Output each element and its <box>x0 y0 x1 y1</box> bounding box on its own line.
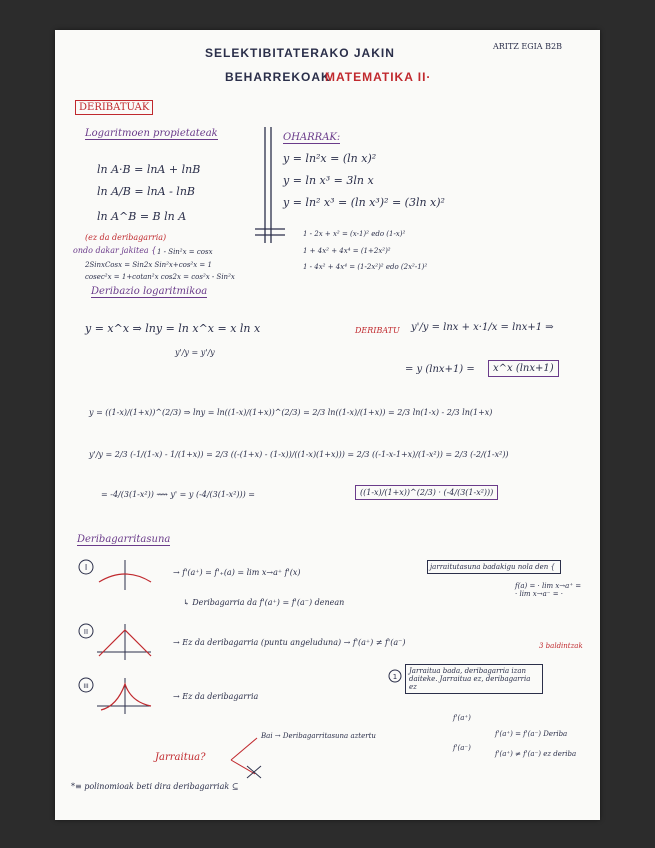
note-side: 3 baldintzak <box>539 642 583 650</box>
oharrak-1: y = ln²x = (ln x)² <box>283 152 377 165</box>
deriv-equal: f'(a⁺) = f'(a⁻) Deriba <box>495 730 568 738</box>
branch-a: f'(a⁺) <box>453 714 471 722</box>
log-rule-3: ln A^B = B ln A <box>97 210 187 223</box>
case-2-numeral: II <box>83 628 89 636</box>
case-2-text: → Ez da deribagarria (puntu angeluduna) → f'(a⁺) ≠ f'(a⁻) <box>173 638 406 647</box>
trig-1: 1 - Sin²x = cosx <box>157 248 213 256</box>
deribatu-label: DERIBATU <box>355 326 400 335</box>
note-1-circle <box>387 668 403 684</box>
ex2-line-b: y'/y = 2/3 (-1/(1-x) - 1/(1+x)) = 2/3 ((-(1+x) - (1-x))/((1-x)(1+x))) = 2/3 ((-1-x-1+x)/(1-x²)) = 2/3 (-2/(1-x²)) <box>89 450 509 459</box>
case-1-numeral: I <box>84 563 88 572</box>
note-limits: f(a) = · lim x→a⁺ = · lim x→a⁻ = · <box>515 582 582 598</box>
note-continuity: jarraitutasuna badakigu nola den { <box>427 560 561 574</box>
deriv-log-heading: Deribazio logaritmikoa <box>91 286 208 297</box>
oharrak-2: y = ln x³ = 3ln x <box>283 174 374 187</box>
graph-case-3 <box>77 676 157 716</box>
deribagarritasuna-heading: Deribagarritasuna <box>77 534 171 545</box>
poly-2: 1 + 4x² + 4x⁴ = (1+2x²)² <box>303 247 391 255</box>
trig-2: 2SinxCosx = Sin2x Sin²x+cos²x = 1 <box>85 261 212 269</box>
graph-case-2 <box>77 622 157 662</box>
title-line-2a: BEHARREKOAK <box>225 70 331 84</box>
jarraitua-question: Jarraitua? <box>155 752 206 763</box>
ex1-line-a: y = x^x ⇒ lny = ln x^x = x ln x <box>85 322 261 335</box>
poly-1: 1 - 2x + x² = (x-1)² edo (1-x)² <box>303 230 406 238</box>
case-3-numeral: III <box>83 683 89 690</box>
ex2-result: ((1-x)/(1+x))^(2/3) · (-4/(3(1-x²))) <box>355 485 498 500</box>
trig-3: cosec²x = 1+cotan²x cos2x = cos²x - Sin²x <box>85 273 235 281</box>
graph-case-1 <box>77 558 157 592</box>
oharrak-heading: OHARRAK: <box>283 132 341 143</box>
log-heading: Logaritmoen propietateak <box>85 128 218 139</box>
log-rule-2: ln A/B = lnA - lnB <box>97 185 195 198</box>
case-1-conclusion: ↳ Deribagarria da f'(a⁺) = f'(a⁻) denean <box>183 598 345 607</box>
note-1-number: 1 <box>392 673 398 681</box>
log-rule-1: ln A·B = lnA + lnB <box>97 163 201 176</box>
oharrak-3: y = ln² x³ = (ln x³)² = (3ln x)² <box>283 196 445 209</box>
poly-3: 1 - 4x² + 4x⁴ = (1-2x²)² edo (2x²-1)² <box>303 263 428 271</box>
ex2-line-c: = -4/(3(1-x²)) ⟿ y' = y (-4/(3(1-x²))) = <box>101 490 256 499</box>
footer-note: *≡ polinomioak beti dira deribagarriak ⊆ <box>71 782 239 791</box>
equals-lines <box>253 226 287 238</box>
author: ARITZ EGIA B2B <box>493 42 562 51</box>
branch-b: f'(a⁻) <box>453 744 471 752</box>
title-line-2b: MATEMATIKA II· <box>325 70 432 84</box>
ex1-result: x^x (lnx+1) <box>488 360 559 377</box>
ex2-line-a: y = ((1-x)/(1+x))^(2/3) ⇒ lny = ln((1-x)/(1+x))^(2/3) = 2/3 ln((1-x)/(1+x)) = 2/3 ln(1-x) - 2/3 ln(1+x) <box>89 408 493 417</box>
notes-page <box>55 30 600 820</box>
ondo-dakar: ondo dakar jakitea { <box>73 246 157 255</box>
ez-da-deribagarria: (ez da deribagarria) <box>85 233 167 242</box>
ex1-line-d: = y (lnx+1) = <box>405 364 475 375</box>
case-1-text: → f'(a⁺) = f'₊(a) = lim x→a⁺ f'(x) <box>173 568 301 577</box>
ex1-line-b: y'/y = lnx + x·1/x = lnx+1 ⇒ <box>411 322 554 333</box>
case-3-text: → Ez da deribagarria <box>173 692 259 701</box>
title-line-1: SELEKTIBITATERAKO JAKIN <box>205 46 395 60</box>
deriv-not-equal: f'(a⁺) ≠ f'(a⁻) ez deriba <box>495 750 577 758</box>
bai-branch: Bai → Deribagarritasuna aztertu <box>261 732 376 740</box>
section-deribatuak: DERIBATUAK <box>75 100 153 115</box>
ex1-line-c: y'/y = y'/y <box>175 348 215 357</box>
jarraitua-note: Jarraitua bada, deribagarria izan daiteke. Jarraitua ez, deribagarria ez <box>405 664 543 694</box>
